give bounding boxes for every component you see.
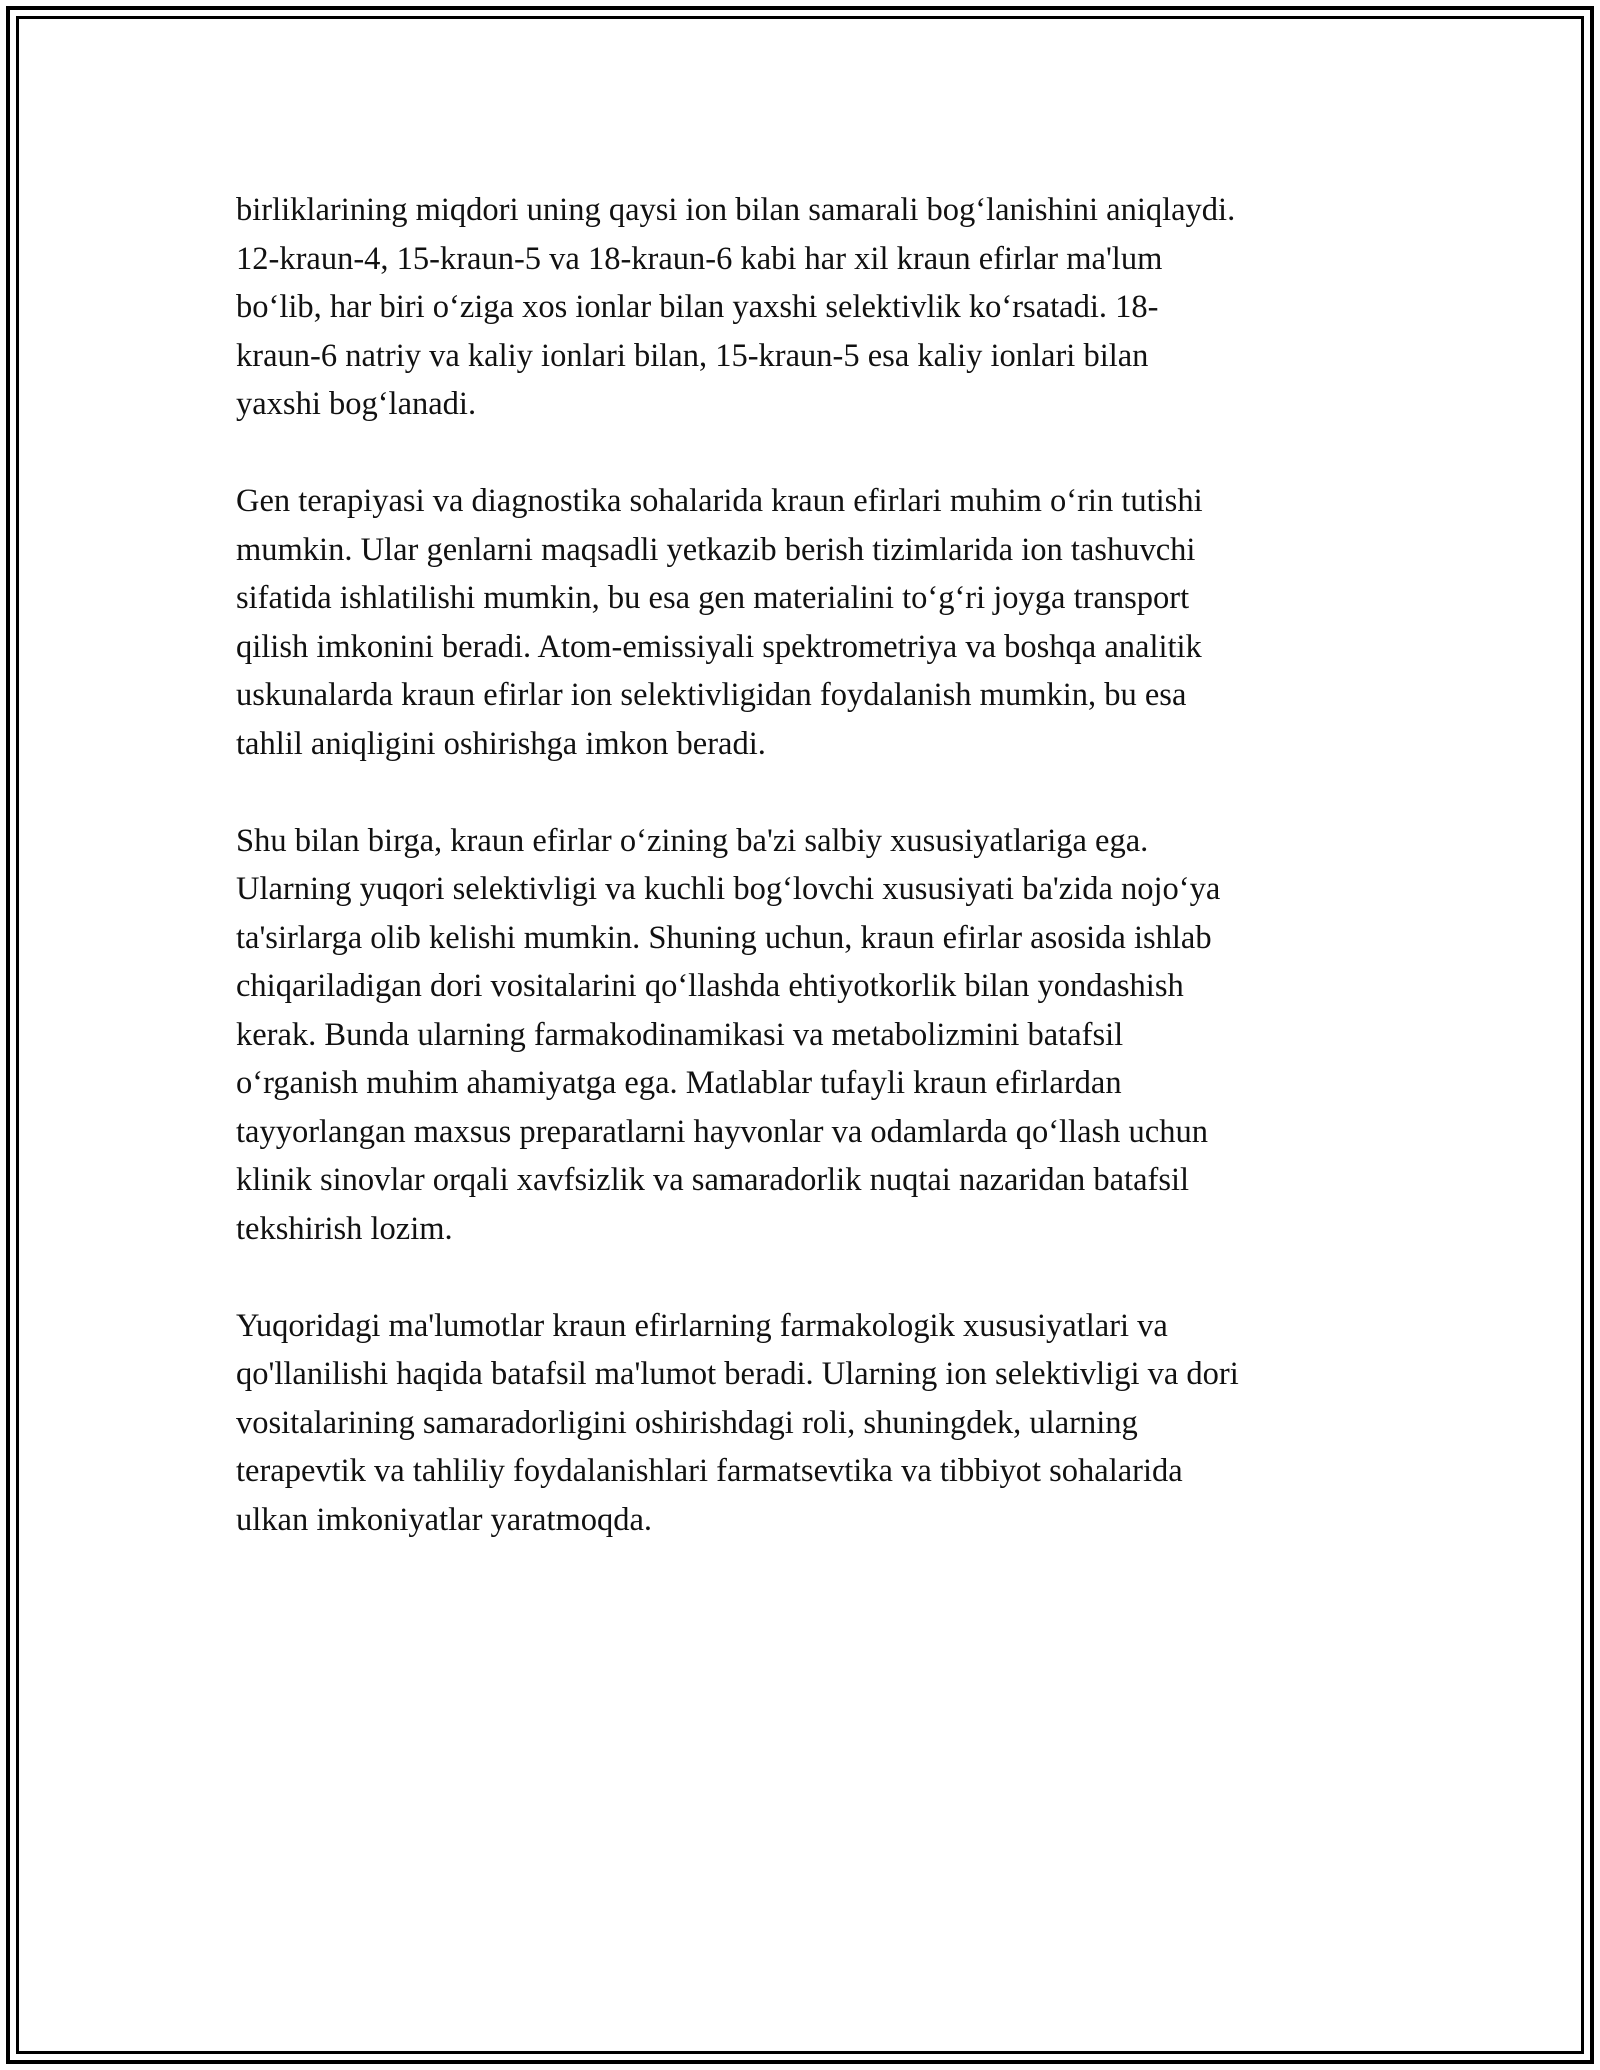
text-line: tekshirish lozim. — [236, 1210, 453, 1247]
text-line: yaxshi bog‘lanadi. — [236, 386, 477, 422]
text-line: mumkin. Ular genlarni maqsadli yetkazib berish tizimlarida ion tashuvchi — [236, 531, 1196, 568]
text-line: vositalarining samaradorligini oshirishdagi roli, shuningdek, ularning — [236, 1404, 1138, 1441]
text-line: bo‘lib, har biri o‘ziga xos ionlar bilan yaxshi selektivlik ko‘rsatadi. 18- — [236, 289, 1159, 325]
paragraph-conclusion — [236, 1302, 1396, 1545]
text-line: klinik sinovlar orqali xavfsizlik va samaradorlik nuqtai nazaridan batafsil — [236, 1162, 1190, 1198]
text-line: o‘rganish muhim ahamiyatga ega. Matlablar tufayli kraun efirlardan — [236, 1065, 1122, 1101]
text-line: uskunalarda kraun efirlar ion selektivligidan foydalanish mumkin, bu esa — [236, 677, 1187, 713]
text-line: kraun-6 natriy va kaliy ionlari bilan, 15-kraun-5 esa kaliy ionlari bilan — [236, 337, 1149, 374]
paragraph-gene-therapy — [236, 477, 1396, 768]
text-line: tahlil aniqligini oshirishga imkon beradi. — [236, 725, 766, 762]
text-line: Gen terapiyasi va diagnostika sohalarida kraun efirlari muhim o‘rin tutishi — [236, 483, 1203, 519]
text-line: qilish imkonini beradi. Atom-emissiyali spektrometriya va boshqa analitik — [236, 628, 1202, 665]
text-line: qo'llanilishi haqida batafsil ma'lumot beradi. Ularning ion selektivligi va dori — [236, 1356, 1239, 1392]
text-line: tayyorlangan maxsus preparatlarni hayvonlar va odamlarda qo‘llash uchun — [236, 1113, 1208, 1150]
text-line: sifatida ishlatilishi mumkin, bu esa gen materialini to‘g‘ri joyga transport — [236, 580, 1190, 616]
text-line: ulkan imkoniyatlar yaratmoqda. — [236, 1501, 653, 1538]
text-line: Shu bilan birga, kraun efirlar o‘zining ba'zi salbiy xususiyatlariga ega. — [236, 822, 1149, 859]
text-line: Ularning yuqori selektivligi va kuchli bog‘lovchi xususiyati ba'zida nojo‘ya — [236, 871, 1221, 907]
text-line: birliklarining miqdori uning qaysi ion bilan samarali bog‘lanishini aniqlaydi. — [236, 192, 1236, 228]
text-line: chiqariladigan dori vositalarini qo‘llashda ehtiyotkorlik bilan yondashish — [236, 968, 1184, 1004]
text-line: ta'sirlarga olib kelishi mumkin. Shuning uchun, kraun efirlar asosida ishlab — [236, 919, 1212, 956]
paragraph-ion-selectivity — [236, 186, 1396, 429]
paragraph-negative-properties — [236, 817, 1396, 1254]
text-line: 12-kraun-4, 15-kraun-5 va 18-kraun-6 kabi har xil kraun efirlar ma'lum — [236, 240, 1163, 277]
text-line: kerak. Bunda ularning farmakodinamikasi va metabolizmini batafsil — [236, 1016, 1124, 1053]
text-line: terapevtik va tahliliy foydalanishlari farmatsevtika va tibbiyot sohalarida — [236, 1453, 1183, 1489]
document-body — [236, 186, 1396, 1593]
text-line: Yuqoridagi ma'lumotlar kraun efirlarning farmakologik xususiyatlari va — [236, 1307, 1168, 1344]
